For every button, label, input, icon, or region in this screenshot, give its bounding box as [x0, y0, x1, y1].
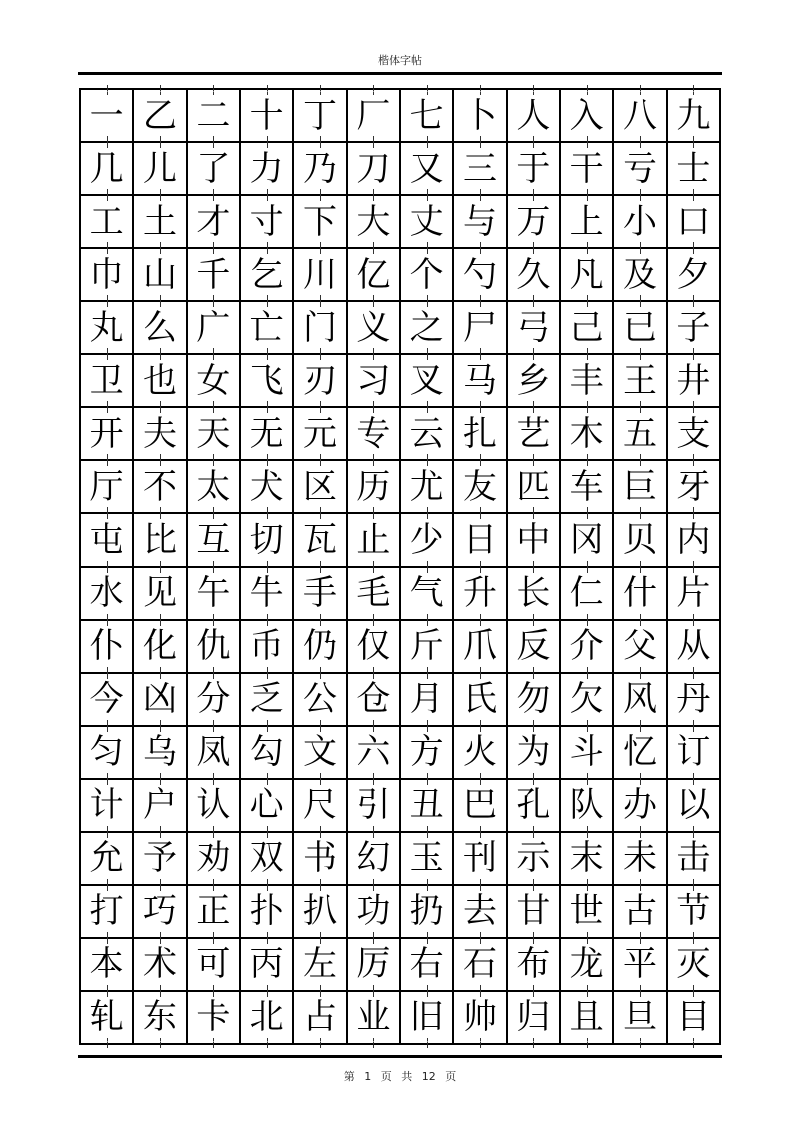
practice-character-cell: 户: [134, 780, 187, 833]
practice-character-cell: 么: [134, 302, 187, 355]
page-indicator: 第 1 页 共 12 页: [343, 1070, 457, 1083]
practice-character-cell: 乡: [508, 355, 561, 408]
practice-character-cell: 巧: [134, 886, 187, 939]
practice-character-cell: 了: [188, 143, 241, 196]
practice-character-cell: 仇: [188, 621, 241, 674]
practice-character-cell: 订: [668, 727, 721, 780]
practice-character-cell: 区: [294, 461, 347, 514]
practice-character-cell: 也: [134, 355, 187, 408]
practice-character-cell: 扔: [401, 886, 454, 939]
practice-character-cell: 尺: [294, 780, 347, 833]
practice-character-cell: 乏: [241, 674, 294, 727]
practice-character-cell: 与: [454, 196, 507, 249]
practice-character-cell: 旧: [401, 992, 454, 1045]
practice-character-cell: 习: [348, 355, 401, 408]
practice-character-cell: 古: [614, 886, 667, 939]
practice-character-cell: 为: [508, 727, 561, 780]
practice-character-cell: 比: [134, 514, 187, 567]
practice-character-cell: 工: [81, 196, 134, 249]
practice-character-cell: 门: [294, 302, 347, 355]
practice-character-cell: 王: [614, 355, 667, 408]
practice-character-cell: 归: [508, 992, 561, 1045]
practice-character-cell: 今: [81, 674, 134, 727]
practice-character-cell: 打: [81, 886, 134, 939]
practice-character-cell: 六: [348, 727, 401, 780]
practice-character-cell: 木: [561, 408, 614, 461]
practice-character-cell: 尸: [454, 302, 507, 355]
practice-character-cell: 化: [134, 621, 187, 674]
practice-character-cell: 之: [401, 302, 454, 355]
practice-character-cell: 允: [81, 833, 134, 886]
practice-character-cell: 幻: [348, 833, 401, 886]
practice-character-cell: 目: [668, 992, 721, 1045]
practice-character-cell: 巴: [454, 780, 507, 833]
practice-character-cell: 凤: [188, 727, 241, 780]
practice-character-cell: 五: [614, 408, 667, 461]
practice-character-cell: 布: [508, 939, 561, 992]
practice-character-cell: 个: [401, 249, 454, 302]
practice-character-cell: 扒: [294, 886, 347, 939]
practice-character-cell: 巾: [81, 249, 134, 302]
practice-character-cell: 无: [241, 408, 294, 461]
practice-character-cell: 卫: [81, 355, 134, 408]
practice-character-cell: 厉: [348, 939, 401, 992]
practice-character-cell: 仆: [81, 621, 134, 674]
practice-character-cell: 以: [668, 780, 721, 833]
practice-character-cell: 扎: [454, 408, 507, 461]
practice-character-cell: 本: [81, 939, 134, 992]
practice-character-cell: 功: [348, 886, 401, 939]
practice-character-cell: 书: [294, 833, 347, 886]
practice-character-cell: 井: [668, 355, 721, 408]
practice-character-cell: 引: [348, 780, 401, 833]
practice-character-cell: 不: [134, 461, 187, 514]
footer-rule: [78, 1055, 722, 1058]
practice-character-cell: 乌: [134, 727, 187, 780]
practice-character-cell: 午: [188, 568, 241, 621]
practice-character-cell: 夫: [134, 408, 187, 461]
practice-character-cell: 心: [241, 780, 294, 833]
practice-character-cell: 干: [561, 143, 614, 196]
practice-character-cell: 山: [134, 249, 187, 302]
practice-character-cell: 几: [81, 143, 134, 196]
practice-character-cell: 末: [561, 833, 614, 886]
practice-character-cell: 厅: [81, 461, 134, 514]
practice-character-cell: 左: [294, 939, 347, 992]
practice-character-cell: 石: [454, 939, 507, 992]
practice-character-cell: 义: [348, 302, 401, 355]
practice-character-cell: 丙: [241, 939, 294, 992]
practice-character-cell: 夕: [668, 249, 721, 302]
practice-character-cell: 水: [81, 568, 134, 621]
practice-character-cell: 片: [668, 568, 721, 621]
practice-character-cell: 什: [614, 568, 667, 621]
practice-character-cell: 计: [81, 780, 134, 833]
practice-character-cell: 小: [614, 196, 667, 249]
practice-character-cell: 上: [561, 196, 614, 249]
practice-character-cell: 队: [561, 780, 614, 833]
practice-character-cell: 甘: [508, 886, 561, 939]
practice-character-cell: 斤: [401, 621, 454, 674]
practice-character-cell: 及: [614, 249, 667, 302]
practice-character-cell: 长: [508, 568, 561, 621]
practice-character-cell: 太: [188, 461, 241, 514]
practice-character-cell: 气: [401, 568, 454, 621]
practice-character-cell: 未: [614, 833, 667, 886]
practice-character-cell: 火: [454, 727, 507, 780]
practice-character-cell: 士: [668, 143, 721, 196]
practice-character-cell: 且: [561, 992, 614, 1045]
practice-character-cell: 乙: [134, 90, 187, 143]
practice-character-cell: 办: [614, 780, 667, 833]
practice-character-cell: 东: [134, 992, 187, 1045]
practice-character-cell: 厂: [348, 90, 401, 143]
practice-character-cell: 见: [134, 568, 187, 621]
practice-character-cell: 互: [188, 514, 241, 567]
practice-character-cell: 屯: [81, 514, 134, 567]
practice-character-cell: 卜: [454, 90, 507, 143]
header-rule: [78, 72, 722, 75]
practice-character-cell: 风: [614, 674, 667, 727]
practice-character-cell: 勿: [508, 674, 561, 727]
practice-character-cell: 升: [454, 568, 507, 621]
practice-character-cell: 斗: [561, 727, 614, 780]
practice-character-cell: 灭: [668, 939, 721, 992]
practice-character-cell: 已: [614, 302, 667, 355]
practice-character-cell: 支: [668, 408, 721, 461]
practice-character-cell: 卡: [188, 992, 241, 1045]
practice-character-cell: 八: [614, 90, 667, 143]
practice-character-cell: 友: [454, 461, 507, 514]
practice-character-cell: 劝: [188, 833, 241, 886]
practice-character-cell: 飞: [241, 355, 294, 408]
practice-character-cell: 轧: [81, 992, 134, 1045]
character-grid: [79, 88, 721, 1045]
practice-character-cell: 亏: [614, 143, 667, 196]
practice-character-cell: 手: [294, 568, 347, 621]
practice-character-cell: 己: [561, 302, 614, 355]
practice-character-cell: 下: [294, 196, 347, 249]
practice-character-cell: 冈: [561, 514, 614, 567]
practice-character-cell: 止: [348, 514, 401, 567]
practice-character-cell: 玉: [401, 833, 454, 886]
page-header-title: 楷体字帖: [378, 54, 422, 67]
practice-character-cell: 欠: [561, 674, 614, 727]
practice-character-cell: 业: [348, 992, 401, 1045]
practice-character-cell: 匹: [508, 461, 561, 514]
practice-character-cell: 介: [561, 621, 614, 674]
practice-character-cell: 丑: [401, 780, 454, 833]
practice-character-cell: 示: [508, 833, 561, 886]
practice-character-cell: 龙: [561, 939, 614, 992]
practice-character-cell: 世: [561, 886, 614, 939]
practice-character-cell: 予: [134, 833, 187, 886]
practice-character-cell: 切: [241, 514, 294, 567]
practice-character-cell: 方: [401, 727, 454, 780]
practice-character-cell: 刃: [294, 355, 347, 408]
practice-character-cell: 一: [81, 90, 134, 143]
practice-character-cell: 从: [668, 621, 721, 674]
practice-character-cell: 认: [188, 780, 241, 833]
practice-character-cell: 七: [401, 90, 454, 143]
practice-character-cell: 乃: [294, 143, 347, 196]
practice-character-cell: 仁: [561, 568, 614, 621]
practice-character-cell: 口: [668, 196, 721, 249]
practice-character-cell: 毛: [348, 568, 401, 621]
practice-character-cell: 勺: [454, 249, 507, 302]
practice-character-cell: 仓: [348, 674, 401, 727]
practice-character-cell: 中: [508, 514, 561, 567]
practice-character-cell: 亿: [348, 249, 401, 302]
practice-character-cell: 万: [508, 196, 561, 249]
practice-character-cell: 历: [348, 461, 401, 514]
practice-character-cell: 占: [294, 992, 347, 1045]
practice-character-cell: 寸: [241, 196, 294, 249]
practice-character-cell: 犬: [241, 461, 294, 514]
practice-character-cell: 文: [294, 727, 347, 780]
practice-character-cell: 艺: [508, 408, 561, 461]
practice-character-cell: 少: [401, 514, 454, 567]
practice-character-cell: 人: [508, 90, 561, 143]
practice-character-cell: 仅: [348, 621, 401, 674]
practice-character-cell: 九: [668, 90, 721, 143]
practice-character-cell: 亡: [241, 302, 294, 355]
practice-character-cell: 月: [401, 674, 454, 727]
practice-character-cell: 子: [668, 302, 721, 355]
practice-character-cell: 儿: [134, 143, 187, 196]
practice-character-cell: 丁: [294, 90, 347, 143]
practice-character-cell: 专: [348, 408, 401, 461]
practice-character-cell: 弓: [508, 302, 561, 355]
practice-character-cell: 公: [294, 674, 347, 727]
practice-character-cell: 击: [668, 833, 721, 886]
practice-character-cell: 仍: [294, 621, 347, 674]
practice-character-cell: 氏: [454, 674, 507, 727]
practice-character-cell: 广: [188, 302, 241, 355]
practice-character-cell: 平: [614, 939, 667, 992]
practice-character-cell: 反: [508, 621, 561, 674]
practice-character-cell: 力: [241, 143, 294, 196]
practice-character-cell: 节: [668, 886, 721, 939]
practice-character-cell: 二: [188, 90, 241, 143]
practice-character-cell: 父: [614, 621, 667, 674]
practice-character-cell: 右: [401, 939, 454, 992]
practice-character-cell: 丰: [561, 355, 614, 408]
practice-character-cell: 刊: [454, 833, 507, 886]
practice-character-cell: 才: [188, 196, 241, 249]
practice-character-cell: 去: [454, 886, 507, 939]
practice-character-cell: 元: [294, 408, 347, 461]
practice-character-cell: 又: [401, 143, 454, 196]
practice-character-cell: 入: [561, 90, 614, 143]
practice-character-cell: 云: [401, 408, 454, 461]
practice-character-cell: 丹: [668, 674, 721, 727]
practice-character-cell: 北: [241, 992, 294, 1045]
practice-character-cell: 日: [454, 514, 507, 567]
practice-character-cell: 马: [454, 355, 507, 408]
practice-character-cell: 于: [508, 143, 561, 196]
practice-character-cell: 三: [454, 143, 507, 196]
practice-character-cell: 车: [561, 461, 614, 514]
practice-character-cell: 土: [134, 196, 187, 249]
practice-character-cell: 内: [668, 514, 721, 567]
practice-character-cell: 开: [81, 408, 134, 461]
practice-character-cell: 十: [241, 90, 294, 143]
practice-character-cell: 忆: [614, 727, 667, 780]
practice-character-cell: 巨: [614, 461, 667, 514]
practice-character-cell: 久: [508, 249, 561, 302]
practice-character-cell: 爪: [454, 621, 507, 674]
practice-character-cell: 匀: [81, 727, 134, 780]
practice-character-cell: 扑: [241, 886, 294, 939]
practice-character-cell: 丈: [401, 196, 454, 249]
practice-character-cell: 尤: [401, 461, 454, 514]
practice-character-cell: 勾: [241, 727, 294, 780]
practice-character-cell: 帅: [454, 992, 507, 1045]
practice-character-cell: 孔: [508, 780, 561, 833]
practice-character-cell: 分: [188, 674, 241, 727]
practice-character-cell: 牛: [241, 568, 294, 621]
practice-character-cell: 天: [188, 408, 241, 461]
practice-character-cell: 术: [134, 939, 187, 992]
practice-character-cell: 大: [348, 196, 401, 249]
practice-character-cell: 乞: [241, 249, 294, 302]
practice-character-cell: 可: [188, 939, 241, 992]
practice-character-cell: 牙: [668, 461, 721, 514]
practice-character-cell: 正: [188, 886, 241, 939]
practice-character-cell: 双: [241, 833, 294, 886]
practice-character-cell: 凡: [561, 249, 614, 302]
practice-character-cell: 刀: [348, 143, 401, 196]
practice-character-cell: 千: [188, 249, 241, 302]
practice-character-cell: 旦: [614, 992, 667, 1045]
practice-character-cell: 女: [188, 355, 241, 408]
practice-character-cell: 丸: [81, 302, 134, 355]
practice-character-cell: 瓦: [294, 514, 347, 567]
practice-character-cell: 凶: [134, 674, 187, 727]
practice-character-cell: 贝: [614, 514, 667, 567]
practice-character-cell: 川: [294, 249, 347, 302]
practice-character-cell: 叉: [401, 355, 454, 408]
practice-character-cell: 币: [241, 621, 294, 674]
